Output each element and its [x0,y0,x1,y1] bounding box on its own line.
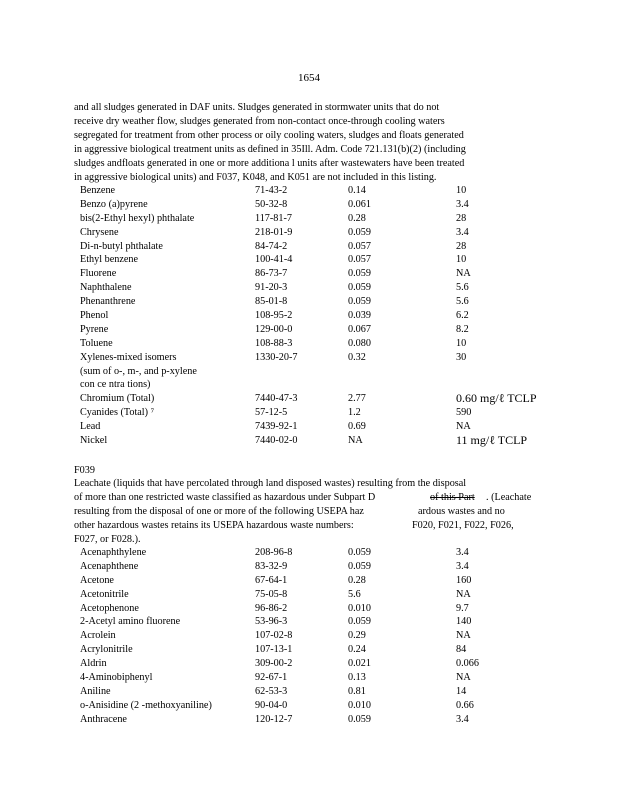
cas-number: 91-20-3 [255,282,288,294]
cas-number: 67-64-1 [255,574,288,586]
cas-number: 120-12-7 [255,713,293,725]
wastewater-standard: 0.14 [348,185,366,196]
intro-paragraph [74,101,534,184]
cas-number: 108-95-2 [255,310,293,322]
intro-line: receive dry weather flow, sludges generated from non-contact once-through cooling waters [74,115,445,127]
nonwastewater-standard: 9.7 [456,602,469,614]
wastewater-standard: 0.059 [348,268,371,280]
nonwastewater-standard: 0.066 [456,658,479,670]
cas-number: 90-04-0 [255,699,288,711]
desc-line [74,505,544,519]
nonwastewater-standard: 5.6 [456,282,469,294]
desc-text: . (Leachate [486,491,532,503]
wastewater-standard: 0.059 [348,616,371,628]
desc-text: F020, F021, F022, F026, [412,519,514,531]
cas-number: 208-96-8 [255,547,293,558]
constituent-name: Ethyl benzene [80,254,138,266]
desc-text: other hazardous wastes retains its USEPA hazardous waste numbers: [74,519,354,531]
wastewater-standard: 0.28 [348,212,366,224]
wastewater-standard: 0.81 [348,685,366,697]
constituent-name: Acetonitrile [80,588,129,600]
constituent-name: Acetophenone [80,602,139,614]
wastewater-standard: 0.061 [348,198,371,210]
cas-number: 50-32-8 [255,198,288,210]
nonwastewater-standard: 0.66 [456,699,474,711]
wastewater-standard: 0.059 [348,282,371,294]
nonwastewater-standard: 10 [456,337,467,349]
nonwastewater-standard: NA [456,268,471,280]
constituent-name: Di-n-butyl phthalate [80,240,163,252]
wastewater-standard: 0.32 [348,351,366,363]
constituent-name: Acetone [80,574,114,586]
constituent-name: Fluorene [80,268,117,280]
cas-number: 71-43-2 [255,185,288,196]
cas-number: 107-02-8 [255,630,293,642]
wastewater-standard: 0.059 [348,226,371,238]
constituent-name: Cyanides (Total) ⁷ [80,407,155,419]
constituent-name: Benzo (a)pyrene [80,198,148,210]
cas-number: 83-32-9 [255,560,288,572]
cas-number: 86-73-7 [255,268,288,280]
wastewater-standard: 0.080 [348,337,371,349]
intro-line: and all sludges generated in DAF units. Sludges generated in stormwater units that do not [74,102,440,113]
constituent-name: Acenaphthene [80,560,139,572]
nonwastewater-standard: 28 [456,212,467,224]
nonwastewater-standard: NA [456,630,471,642]
constituent-name: Phenanthrene [80,296,136,308]
constituent-name: Aldrin [80,658,107,670]
nonwastewater-standard: NA [456,672,471,684]
nonwastewater-standard: 3.4 [456,226,469,238]
nonwastewater-standard: 84 [456,644,467,656]
wastewater-standard: 0.067 [348,323,371,335]
cas-number: 7439-92-1 [255,421,298,433]
desc-text: Leachate (liquids that have percolated through land disposed wastes) resulting from the disposal [74,478,467,489]
constituent-name: bis(2-Ethyl hexyl) phthalate [80,212,195,224]
nonwastewater-standard: 10 [456,185,467,196]
constituent-name: Nickel [80,435,108,447]
nonwastewater-standard: 3.4 [456,547,469,558]
nonwastewater-standard: 6.2 [456,310,469,322]
cas-number: 57-12-5 [255,407,288,419]
wastewater-standard: 0.021 [348,658,371,670]
wastewater-standard: 5.6 [348,588,361,600]
constituent-name: (sum of o-, m-, and p-xylene [80,365,197,377]
intro-line: segregated for treatment from other process or oily cooling waters, sludges and floats generated [74,129,464,141]
nonwastewater-standard: 28 [456,240,467,252]
nonwastewater-standard: 590 [456,407,472,419]
constituent-name: Xylenes-mixed isomers [80,351,177,363]
wastewater-standard: 0.010 [348,602,371,614]
wastewater-standard: 0.039 [348,310,371,322]
constituent-name: Acrylonitrile [80,644,133,656]
desc-text: ardous wastes and no [418,505,505,517]
nonwastewater-standard: 14 [456,685,467,697]
constituent-name: 4-Aminobiphenyl [80,672,153,684]
constituent-name: Toluene [80,337,113,349]
cas-number: 309-00-2 [255,658,293,670]
intro-line: in aggressive biological units) and F037, K048, and K051 are not included in this listing. [74,171,437,183]
nonwastewater-standard: 10 [456,254,467,266]
constituent-name: Acenaphthylene [80,547,147,558]
cas-number: 1330-20-7 [255,351,298,363]
wastewater-standard: 2.77 [348,393,366,405]
desc-line [74,533,544,547]
nonwastewater-standard: 140 [456,616,472,628]
struck-text: of this Part [430,491,475,503]
nonwastewater-standard: 5.6 [456,296,469,308]
wastewater-standard: 0.13 [348,672,366,684]
cas-number: 85-01-8 [255,296,288,308]
cas-number: 100-41-4 [255,254,293,266]
cas-number: 53-96-3 [255,616,288,628]
constituent-name: Pyrene [80,323,109,335]
desc-line [74,491,544,505]
wastewater-standard: 0.059 [348,560,371,572]
wastewater-standard: 1.2 [348,407,361,419]
page-number: 1654 [298,72,320,84]
constituent-name: Naphthalene [80,282,132,294]
constituent-name: Anthracene [80,713,127,725]
cas-number: 84-74-2 [255,240,288,252]
cas-number: 218-01-9 [255,226,293,238]
nonwastewater-standard: NA [456,421,471,433]
constituent-name: Aniline [80,685,111,697]
nonwastewater-standard: 30 [456,351,467,363]
constituent-name: Phenol [80,310,109,322]
constituent-name: o-Anisidine (2 -methoxyaniline) [80,699,212,711]
cas-number: 96-86-2 [255,602,288,614]
wastewater-standard: 0.059 [348,547,371,558]
wastewater-standard: NA [348,435,363,447]
wastewater-standard: 0.24 [348,644,366,656]
desc-line [74,519,544,533]
cas-number: 108-88-3 [255,337,293,349]
f039-description [74,477,544,546]
nonwastewater-standard: 160 [456,574,472,586]
cas-number: 117-81-7 [255,212,292,224]
nonwastewater-standard: 0.60 mg/ℓ TCLP [456,391,537,406]
constituent-name: Chromium (Total) [80,393,155,405]
nonwastewater-standard: 11 mg/ℓ TCLP [456,433,528,448]
cas-number: 75-05-8 [255,588,288,600]
desc-line [74,477,544,491]
constituent-name: Lead [80,421,101,433]
constituent-name: 2-Acetyl amino fluorene [80,616,181,628]
nonwastewater-standard: 3.4 [456,713,469,725]
cas-number: 7440-02-0 [255,435,298,447]
wastewater-standard: 0.010 [348,699,371,711]
wastewater-standard: 0.057 [348,240,371,252]
nonwastewater-standard: NA [456,588,471,600]
wastewater-standard: 0.059 [348,713,371,725]
constituent-name: con ce ntra tions) [80,379,151,391]
cas-number: 92-67-1 [255,672,288,684]
wastewater-standard: 0.69 [348,421,366,433]
constituent-name: Benzene [80,185,116,196]
wastewater-standard: 0.059 [348,296,371,308]
wastewater-standard: 0.057 [348,254,371,266]
desc-text: F027, or F028.). [74,533,141,545]
waste-code: F039 [74,465,95,476]
nonwastewater-standard: 3.4 [456,198,469,210]
cas-number: 7440-47-3 [255,393,298,405]
wastewater-standard: 0.28 [348,574,366,586]
cas-number: 107-13-1 [255,644,293,656]
constituent-name: Chrysene [80,226,119,238]
nonwastewater-standard: 3.4 [456,560,469,572]
desc-text: resulting from the disposal of one or more of the following USEPA haz [74,505,364,517]
constituent-name: Acrolein [80,630,116,642]
cas-number: 62-53-3 [255,685,288,697]
wastewater-standard: 0.29 [348,630,366,642]
nonwastewater-standard: 8.2 [456,323,469,335]
intro-line: in aggressive biological treatment units as defined in 35Ill. Adm. Code 721.131(b)(2) (including [74,143,466,155]
desc-text: of more than one restricted waste classified as hazardous under Subpart D [74,491,376,503]
cas-number: 129-00-0 [255,323,293,335]
intro-line: sludges andfloats generated in one or more additiona l units after wastewaters have been treated [74,157,465,169]
